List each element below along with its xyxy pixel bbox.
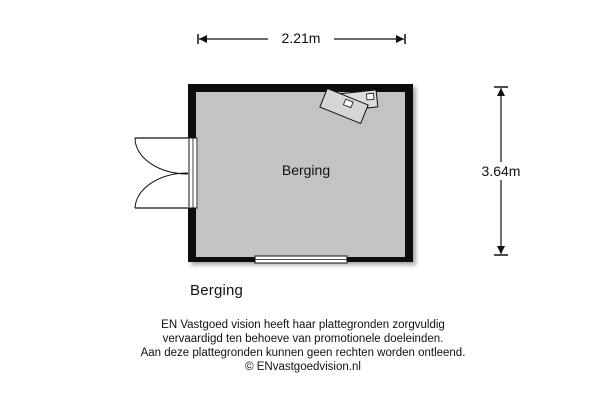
- room-label: Berging: [281, 162, 331, 178]
- disclaimer: [0, 318, 600, 374]
- width-dim-label: 2.21m: [281, 30, 321, 46]
- copyright-line: © ENvastgoedvision.nl: [245, 361, 361, 373]
- width-dimension: [198, 30, 405, 46]
- double-door: [135, 138, 188, 208]
- door-swing-bottom: [135, 173, 188, 208]
- disclaimer-line: vervaardigd ten behoeve van promotionele doeleinden.: [162, 333, 444, 345]
- depth-dimension: [468, 87, 536, 255]
- disclaimer-line: EN Vastgoed vision heeft haar plattegronden zorgvuldig: [161, 319, 445, 331]
- disclaimer-line: Aan deze plattegronden kunnen geen rechten worden ontleend.: [140, 347, 466, 359]
- door-swing-top: [135, 138, 188, 174]
- room: [135, 84, 413, 263]
- floor-name: Berging: [190, 282, 244, 299]
- depth-dim-label: 3.64m: [481, 163, 521, 179]
- box-back-label: [366, 93, 374, 100]
